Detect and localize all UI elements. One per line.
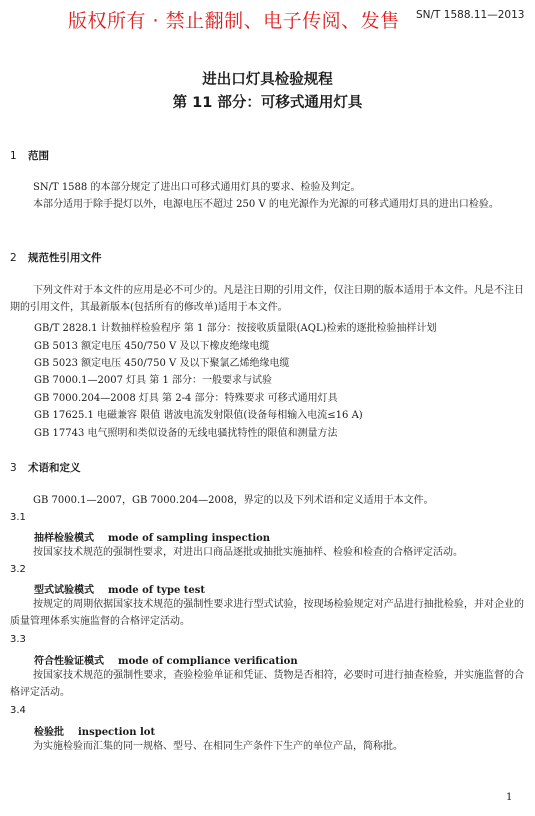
reference-item: GB 7000.1—2007 灯具 第 1 部分：一般要求与试验 bbox=[34, 375, 273, 386]
term-definition: 按规定的周期依据国家技术规范的强制性要求进行型式试验，按现场检验规定对产品进行抽批检验，并对企业的质量管理体系实施监督的合格评定活动。 bbox=[10, 599, 524, 627]
term-english-name: mode of type test bbox=[108, 585, 206, 596]
term-english-name: mode of sampling inspection bbox=[108, 533, 271, 544]
document-title: 进出口灯具检验规程 bbox=[202, 72, 333, 88]
section-heading-normative-references bbox=[10, 250, 102, 265]
section-number: 2 bbox=[10, 252, 17, 264]
term-heading bbox=[34, 723, 155, 738]
term-number: 3.4 bbox=[10, 705, 26, 716]
copyright-watermark: 版权所有 · 禁止翻制、电子传阅、发售 bbox=[68, 10, 400, 32]
section-number: 3 bbox=[10, 462, 17, 474]
term-heading bbox=[34, 581, 205, 596]
term-number: 3.1 bbox=[10, 512, 26, 523]
section-title: 术语和定义 bbox=[28, 462, 81, 474]
term-number: 3.3 bbox=[10, 634, 26, 645]
scope-paragraph-2: 本部分适用于除手提灯以外，电源电压不超过 250 V 的电光源作为光源的可移式通用灯具的进出口检验。 bbox=[33, 199, 499, 210]
term-number: 3.2 bbox=[10, 564, 26, 575]
reference-item: GB 17625.1 电磁兼容 限值 谐波电流发射限值(设备每相输入电流≤16 A) bbox=[34, 410, 363, 421]
reference-item: GB/T 2828.1 计数抽样检验程序 第 1 部分：按接收质量限(AQL)检索的逐批检验抽样计划 bbox=[34, 323, 437, 334]
references-intro-paragraph: 下列文件对于本文件的应用是必不可少的。凡是注日期的引用文件，仅注日期的版本适用于本文件。凡是不注日期的引用文件，其最新版本(包括所有的修改单)适用于本文件。 bbox=[10, 285, 524, 313]
section-heading-terms-definitions bbox=[10, 460, 81, 475]
term-definition: 为实施检验而汇集的同一规格、型号、在相同生产条件下生产的单位产品，简称批。 bbox=[33, 741, 403, 752]
terms-intro-paragraph: GB 7000.1—2007，GB 7000.204—2008，界定的以及下列术语和定义适用于本文件。 bbox=[33, 495, 434, 506]
document-subtitle: 第 11 部分：可移式通用灯具 bbox=[172, 95, 363, 111]
term-chinese-name: 符合性验证模式 bbox=[34, 656, 104, 667]
section-title: 范围 bbox=[28, 150, 49, 162]
page-number: 1 bbox=[506, 792, 513, 803]
reference-item: GB 5013 额定电压 450/750 V 及以下橡皮绝缘电缆 bbox=[34, 341, 270, 352]
reference-item: GB 7000.204—2008 灯具 第 2-4 部分：特殊要求 可移式通用灯具 bbox=[34, 393, 338, 404]
term-chinese-name: 型式试验模式 bbox=[34, 585, 94, 596]
term-definition: 按国家技术规范的强制性要求，对进出口商品逐批或抽批实施抽样、检验和检查的合格评定活动。 bbox=[33, 547, 463, 558]
standard-number: SN/T 1588.11—2013 bbox=[416, 9, 525, 21]
scope-paragraph-1: SN/T 1588 的本部分规定了进出口可移式通用灯具的要求、检验及判定。 bbox=[33, 182, 361, 193]
term-english-name: mode of compliance verification bbox=[118, 656, 298, 667]
section-heading-scope bbox=[10, 148, 49, 163]
term-heading bbox=[34, 529, 270, 544]
term-english-name: inspection lot bbox=[78, 727, 156, 738]
reference-item: GB 17743 电气照明和类似设备的无线电骚扰特性的限值和测量方法 bbox=[34, 428, 338, 439]
term-chinese-name: 抽样检验模式 bbox=[34, 533, 94, 544]
section-number: 1 bbox=[10, 150, 17, 162]
term-chinese-name: 检验批 bbox=[34, 727, 64, 738]
reference-item: GB 5023 额定电压 450/750 V 及以下聚氯乙烯绝缘电缆 bbox=[34, 358, 290, 369]
section-title: 规范性引用文件 bbox=[28, 252, 102, 264]
term-heading bbox=[34, 652, 298, 667]
term-definition: 按国家技术规范的强制性要求，查验检验单证和凭证、货物是否相符，必要时可进行抽查检验，并实施监督的合格评定活动。 bbox=[10, 670, 524, 698]
